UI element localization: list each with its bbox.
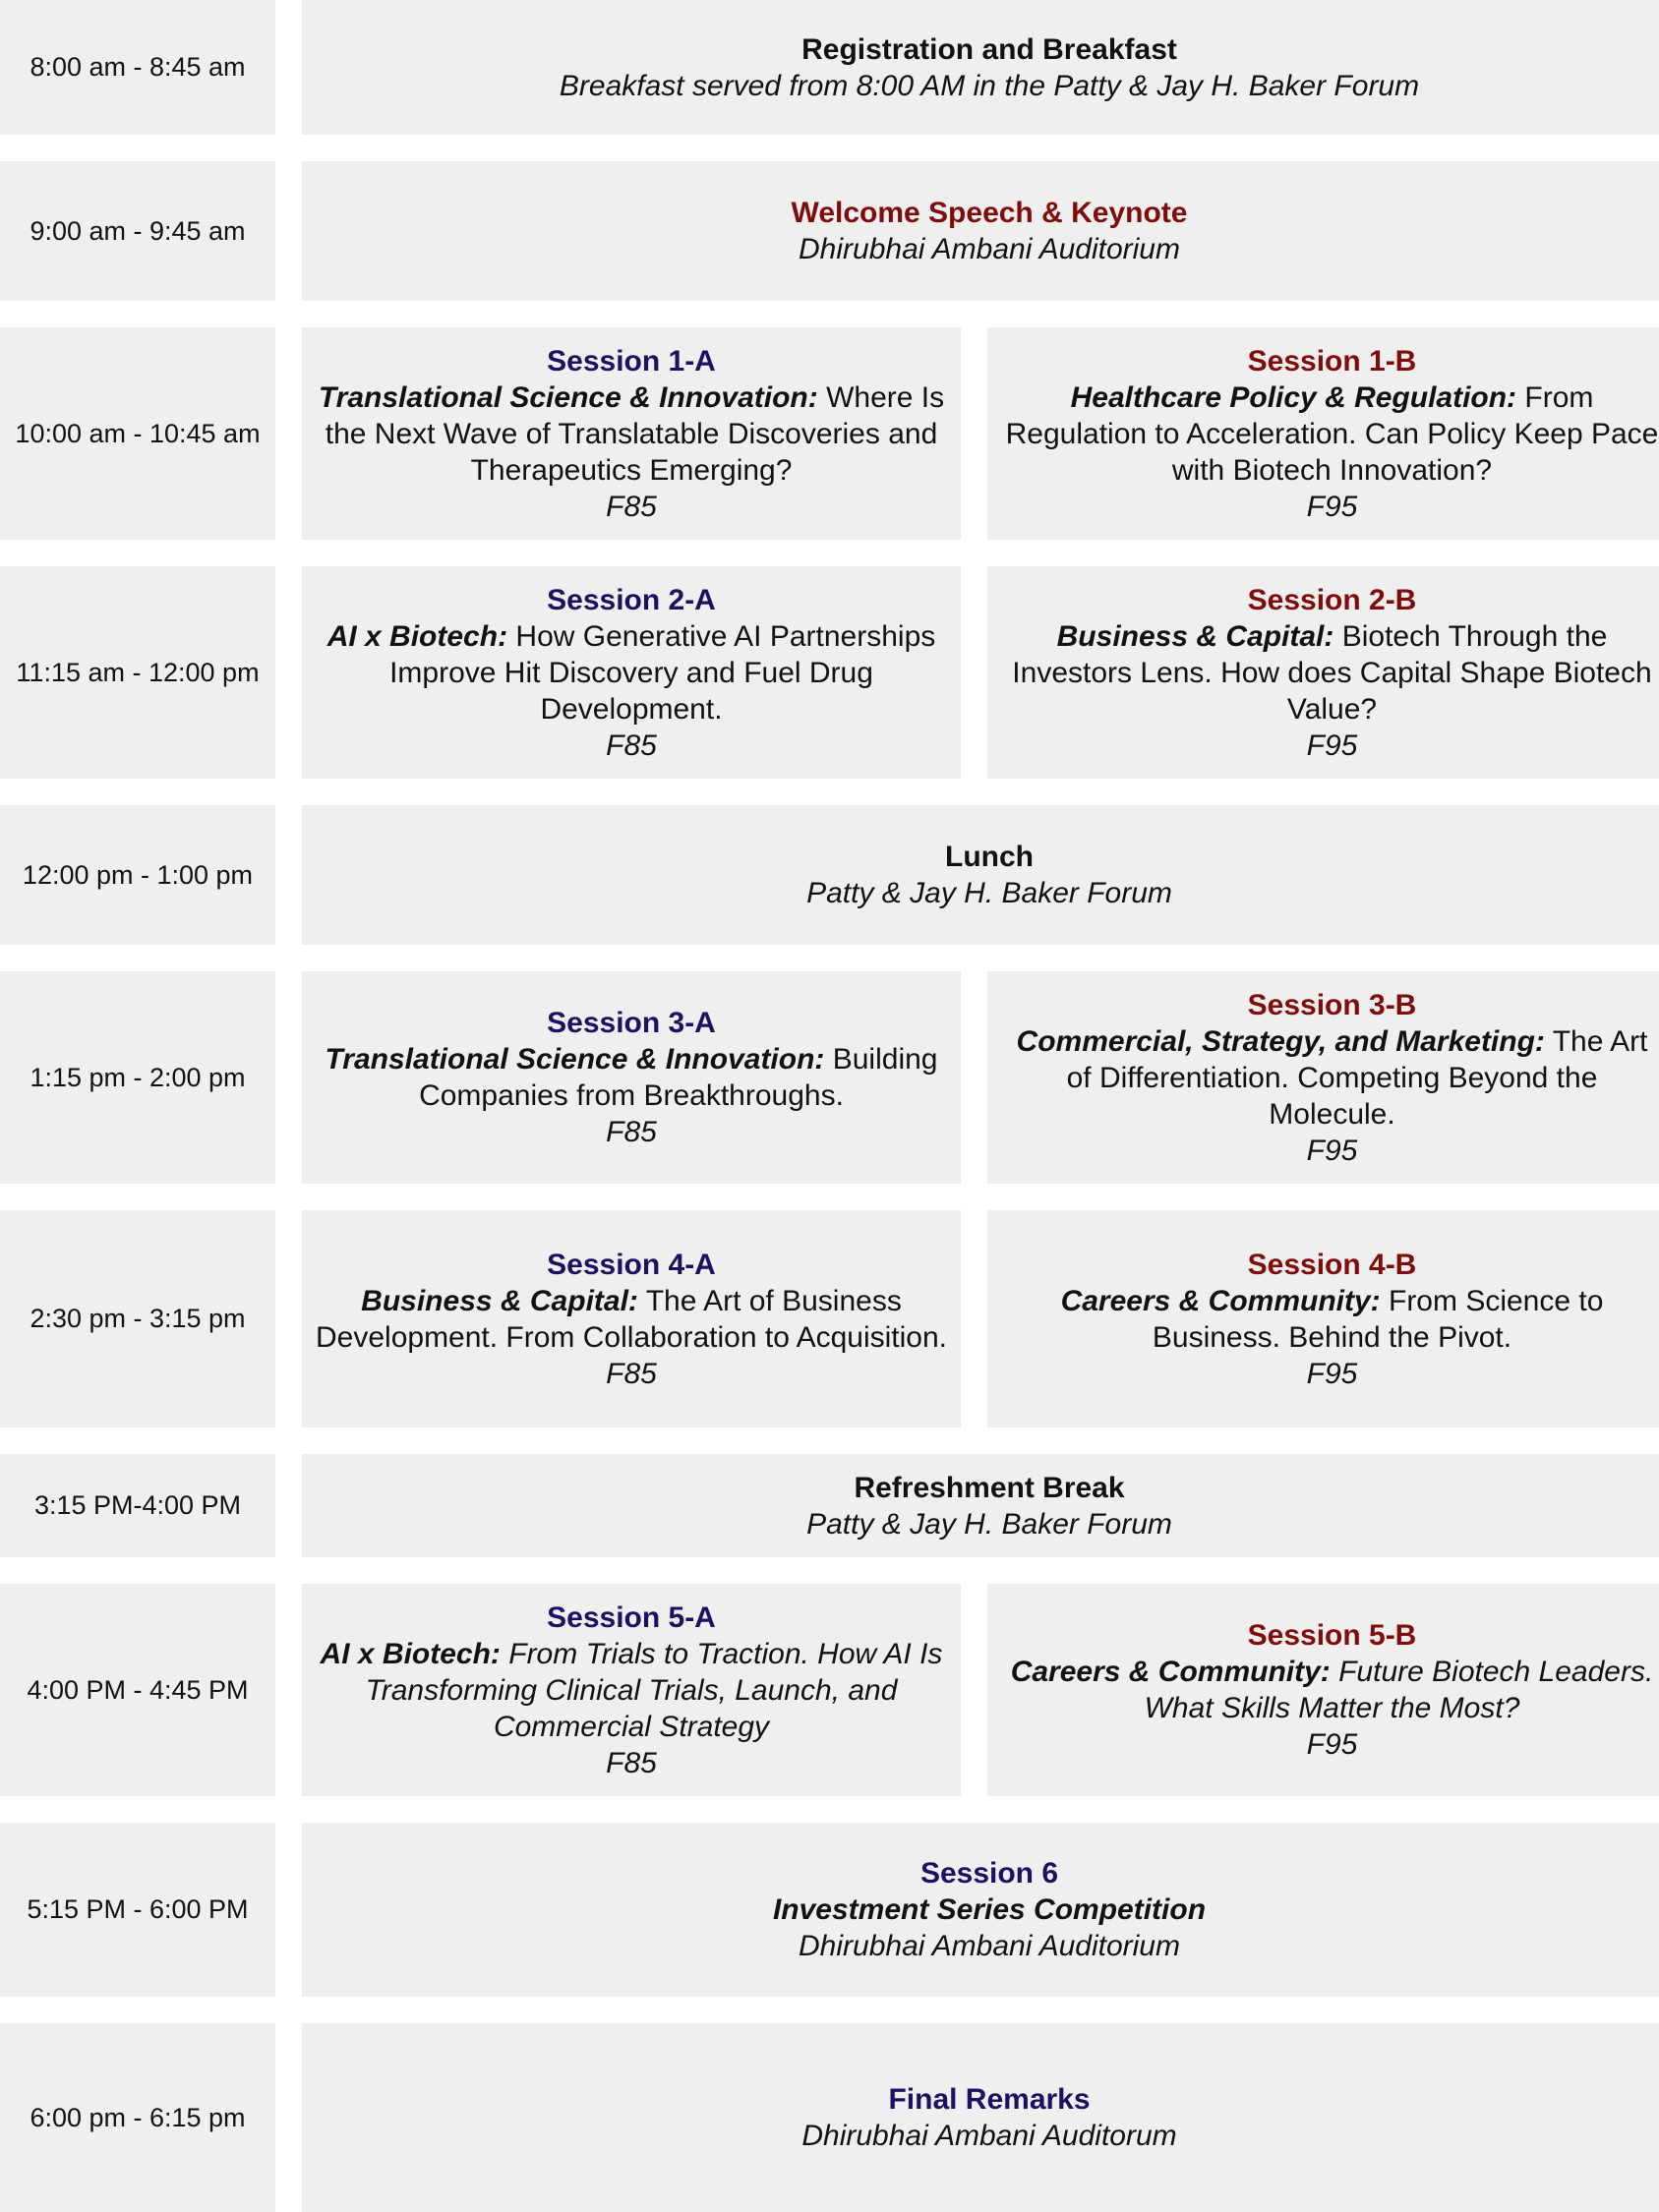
time-slot: 4:00 PM - 4:45 PM [0,1584,275,1796]
session-card-a [302,327,961,540]
session-label: Session 4-B [1247,1248,1417,1281]
session-description: Healthcare Policy & Regulation: From Regulation to Acceleration. Can Policy Keep Pace with Biotech Innovation? [1005,380,1659,487]
time-slot: 8:00 am - 8:45 am [0,0,275,135]
session-description: Careers & Community: Future Biotech Leaders. What Skills Matter the Most? [1010,1656,1654,1724]
session-room: F85 [606,728,657,762]
agenda-item-break [302,1454,1659,1557]
time-slot: 2:30 pm - 3:15 pm [0,1210,275,1427]
session-card-a [302,971,961,1184]
agenda-item-final-remarks [302,2023,1659,2212]
item-title: Final Remarks [888,2083,1091,2116]
session-label: Session 3-B [1247,988,1417,1021]
item-title: Investment Series Competition [772,1893,1207,1926]
time-slot: 9:00 am - 9:45 am [0,161,275,301]
session-room: F95 [1306,490,1358,523]
item-title: Refreshment Break [854,1471,1125,1504]
session-label: Session 5-B [1247,1619,1417,1652]
session-label: Session 2-A [547,583,716,616]
agenda-item-session-6 [302,1823,1659,1997]
item-location: Patty & Jay H. Baker Forum [806,877,1172,909]
session-description: AI x Biotech: From Trials to Traction. How AI Is Transforming Clinical Trials, Launch, and Commercial Strategy [320,1637,943,1743]
session-room: F85 [606,1746,657,1779]
session-card-b [987,1210,1659,1427]
time-slot: 12:00 pm - 1:00 pm [0,805,275,945]
session-label: Session 2-B [1247,583,1417,616]
session-label: Session 1-A [547,344,716,378]
time-slot: 11:15 am - 12:00 pm [0,566,275,779]
session-room: F95 [1306,1357,1358,1390]
item-title: Welcome Speech & Keynote [791,197,1188,229]
item-title: Registration and Breakfast [801,32,1177,66]
session-label: Session 3-A [547,1007,716,1039]
session-card-b [987,566,1659,779]
agenda-item-lunch [302,805,1659,945]
session-room: F95 [1306,728,1358,762]
session-card-a [302,566,961,779]
session-room: F85 [606,490,657,523]
item-title: Lunch [945,841,1034,873]
session-label: Session 6 [919,1857,1059,1890]
time-slot: 5:15 PM - 6:00 PM [0,1823,275,1997]
time-slot: 6:00 pm - 6:15 pm [0,2023,275,2212]
time-slot: 1:15 pm - 2:00 pm [0,971,275,1184]
time-slot: 3:15 PM-4:00 PM [0,1454,275,1557]
session-description: Business & Capital: The Art of Business Development. From Collaboration to Acquisition. [316,1284,947,1354]
session-card-b [987,327,1659,540]
session-label: Session 5-A [547,1601,716,1634]
session-description: AI x Biotech: How Generative AI Partnerships Improve Hit Discovery and Fuel Drug Development. [326,619,936,726]
session-card-b [987,971,1659,1184]
session-card-a [302,1210,961,1427]
session-card-a [302,1584,961,1796]
item-location: Dhirubhai Ambani Auditorium [799,1930,1180,1962]
item-location: Dhirubhai Ambani Auditorum [801,2120,1177,2152]
session-description: Commercial, Strategy, and Marketing: The Art of Differentiation. Competing Beyond the Molecule. [1016,1024,1648,1131]
session-description: Business & Capital: Biotech Through the Investors Lens. How does Capital Shape Biotech Value? [1012,619,1652,726]
session-label: Session 4-A [547,1248,716,1281]
session-description: Translational Science & Innovation: Building Companies from Breakthroughs. [325,1043,938,1112]
agenda-item-keynote [302,161,1659,301]
session-card-b [987,1584,1659,1796]
agenda-item-registration [302,0,1659,135]
session-description: Translational Science & Innovation: Where Is the Next Wave of Translatable Discoveries and Therapeutics Emerging? [318,380,945,487]
session-room: F95 [1306,1134,1358,1167]
session-description: Careers & Community: From Science to Business. Behind the Pivot. [1060,1284,1604,1354]
session-label: Session 1-B [1247,344,1417,378]
time-slot: 10:00 am - 10:45 am [0,327,275,540]
item-location: Dhirubhai Ambani Auditorium [799,233,1180,265]
session-room: F95 [1306,1728,1358,1761]
session-room: F85 [606,1116,657,1148]
item-subtitle: Breakfast served from 8:00 AM in the Patty & Jay H. Baker Forum [559,69,1420,102]
item-location: Patty & Jay H. Baker Forum [806,1507,1172,1541]
session-room: F85 [606,1357,657,1390]
